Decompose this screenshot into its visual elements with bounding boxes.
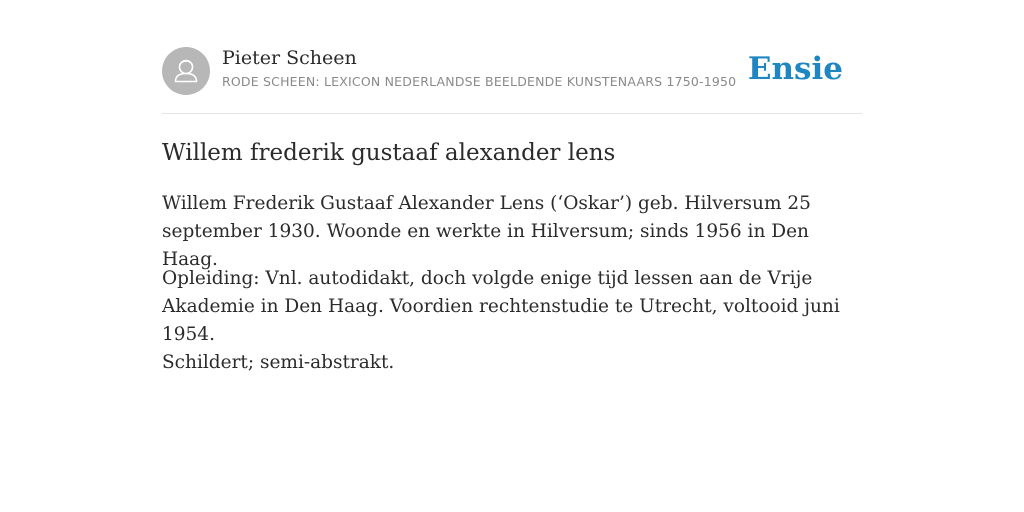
header-divider — [162, 113, 862, 114]
entry-title: Willem frederik gustaaf alexander lens — [162, 140, 616, 166]
entry-paragraph: Willem Frederik Gustaaf Alexander Lens (‘Oskar’) geb. Hilversum 25 september 1930. Woonde en werkte in Hilversum; sinds 1956 in Den Haag. — [162, 193, 811, 270]
source-title[interactable]: RODE SCHEEN: LEXICON NEDERLANDSE BEELDENDE KUNSTENAARS 1750-1950 — [222, 74, 737, 89]
entry-card — [162, 0, 862, 512]
entry-paragraph: Schildert; semi-abstrakt. — [162, 352, 395, 373]
author-avatar[interactable] — [162, 47, 210, 95]
ensie-logo[interactable]: Ensie — [747, 51, 843, 87]
entry-paragraph: Opleiding: Vnl. autodidakt, doch volgde enige tijd lessen aan de Vrije Akademie in Den Haag. Voordien rechtenstudie te Utrecht, voltooid juni 1954. — [162, 268, 840, 345]
user-silhouette-icon — [162, 47, 210, 95]
author-name[interactable]: Pieter Scheen — [222, 47, 357, 69]
entry-header — [162, 46, 862, 96]
